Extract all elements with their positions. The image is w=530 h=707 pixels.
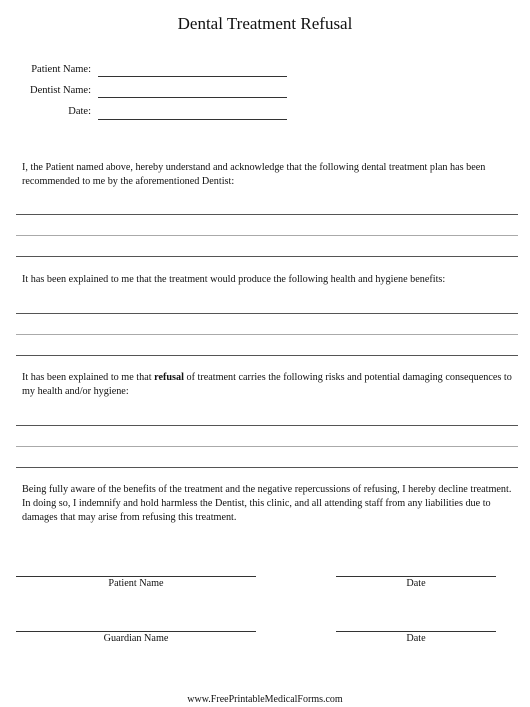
treatment-plan-line-2[interactable]	[16, 235, 518, 236]
treatment-plan-line-3[interactable]	[16, 256, 518, 257]
date-label: Date:	[68, 106, 91, 117]
patient-date-line[interactable]	[336, 576, 496, 577]
benefits-line-1[interactable]	[16, 313, 518, 314]
declaration-text: Being fully aware of the benefits of the treatment and the negative repercussions of refusing, I hereby decline treatment. In doing so, I indemnify and hold harmless the Dentist, this clinic, and all attending staff from any liabilities due to damages that may arise from refusing this treatment.	[22, 484, 512, 523]
treatment-plan-text: I, the Patient named above, hereby understand and acknowledge that the following dental treatment plan has been recommended to me by the aforementioned Dentist:	[22, 162, 486, 187]
patient-date-caption: Date	[406, 578, 426, 589]
benefits-line-2[interactable]	[16, 334, 518, 335]
guardian-date-line[interactable]	[336, 631, 496, 632]
date-field[interactable]	[98, 118, 287, 120]
risks-text-suffix: of treatment carries the following risks and potential damaging consequences to my health and/or hygiene:	[22, 372, 512, 397]
patient-name-label: Patient Name:	[31, 64, 91, 75]
guardian-name-caption: Guardian Name	[103, 633, 169, 644]
guardian-signature-line[interactable]	[16, 631, 256, 632]
benefits-text: It has been explained to me that the treatment would produce the following health and hygiene benefits:	[22, 274, 446, 285]
dentist-name-field[interactable]	[98, 96, 287, 98]
footer-url[interactable]: www.FreePrintableMedicalForms.com	[187, 694, 343, 705]
risks-line-3[interactable]	[16, 467, 518, 468]
guardian-date-caption: Date	[406, 633, 426, 644]
risks-line-2[interactable]	[16, 446, 518, 447]
patient-signature-line[interactable]	[16, 576, 256, 577]
risks-line-1[interactable]	[16, 425, 518, 426]
benefits-line-3[interactable]	[16, 355, 518, 356]
treatment-plan-line-1[interactable]	[16, 214, 518, 215]
risks-text-prefix: It has been explained to me that	[22, 372, 155, 383]
risks-text	[22, 371, 514, 399]
risks-text-bold: refusal	[154, 372, 184, 383]
patient-name-caption: Patient Name	[108, 578, 164, 589]
dentist-name-label: Dentist Name:	[30, 85, 91, 96]
page-title: Dental Treatment Refusal	[177, 14, 353, 33]
patient-name-field[interactable]	[98, 75, 287, 77]
